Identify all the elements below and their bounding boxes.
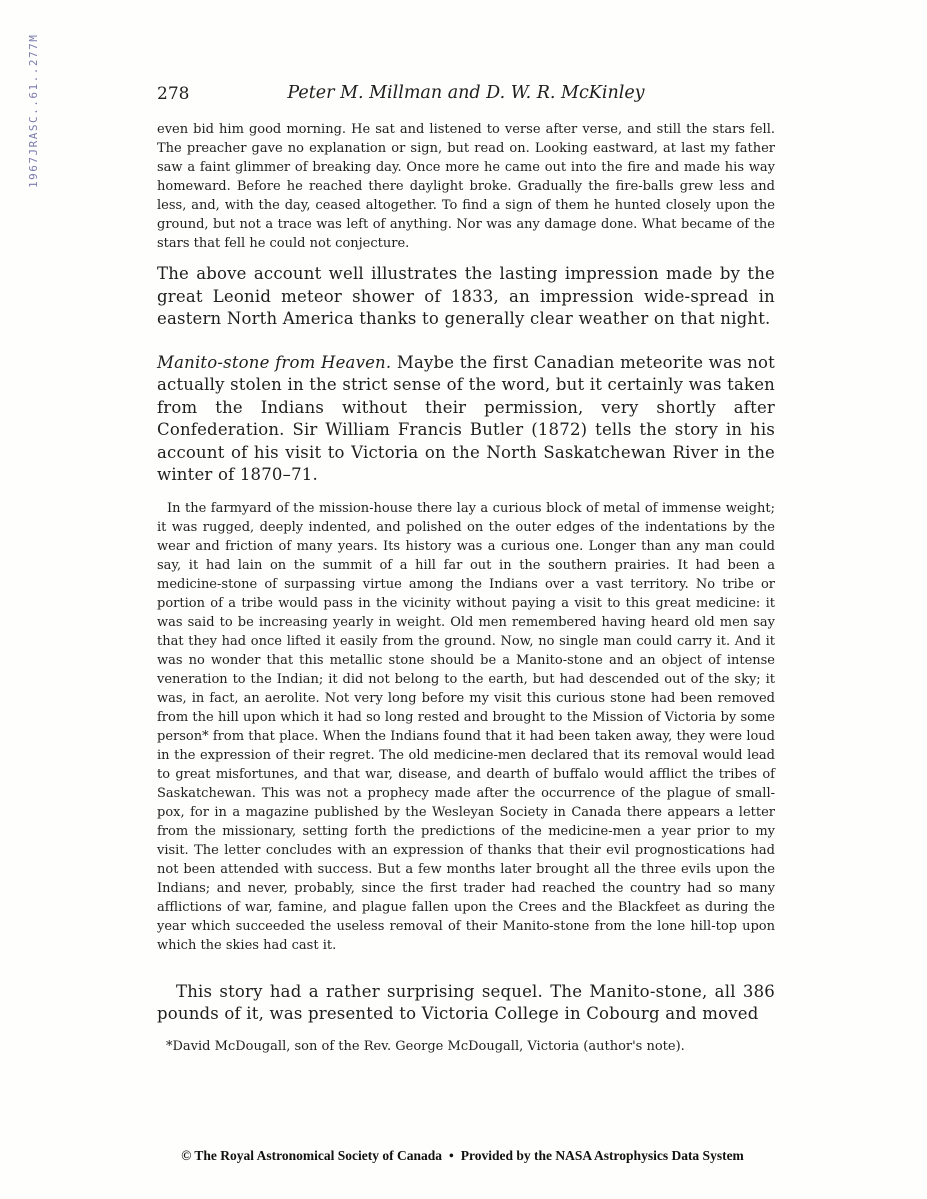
page-header	[157, 83, 775, 107]
ads-footer	[150, 1148, 775, 1164]
section-lead-italic: Manito-stone from Heaven.	[157, 352, 392, 372]
paragraph-continuation: even bid him good morning. He sat and listened to verse after verse, and still the stars fell. The preacher gave no explanation or sign, but read on. Looking eastward, at last my father saw a faint glimmer of breaking day. Once more he came out into the fire and made his way homeward. Before he reached there daylight broke. Gradually the fire-balls grew less and less, and, with the day, ceased altogether. To find a sign of them he hunted closely upon the ground, but not a trace was left of anything. Nor was any damage done. What became of the stars that fell he could not conjecture.	[157, 122, 775, 251]
paragraph-leonid: The above account well illustrates the lasting impression made by the great Leonid meteor shower of 1833, an impression wide-spread in eastern North America thanks to generally clear weather on that night.	[157, 264, 775, 328]
page-content	[157, 83, 775, 1056]
butler-block-quote: In the farmyard of the mission-house there lay a curious block of metal of immense weight; it was rugged, deeply indented, and polished on the outer edges of the indentations by the wear and friction of many years. Its history was a curious one. Longer than any man could say, it had lain on the summit of a hill far out in the southern prairies. It had been a medicine-stone of surpassing virtue among the Indians over a vast territory. No tribe or portion of a tribe would pass in the vicinity without paying a visit to this great medicine: it was said to be increasing yearly in weight. Old men remembered having heard old men say that they had once lifted it easily from the ground. Now, no single man could carry it. And it was no wonder that this metallic stone should be a Manito-stone and an object of intense veneration to the Indian; it did not belong to the earth, but had descended out of the sky; it was, in fact, an aerolite. Not very long before my visit this curious stone had been removed from the hill upon which it had so long rested and brought to the Mission of Victoria by some person* from that place. When the Indians found that it had been taken away, they were loud in the expression of their regret. The old medicine-men declared that its removal would lead to great misfortunes, and that war, disease, and dearth of buffalo would afflict the tribes of Saskatchewan. This was not a prophecy made after the occurrence of the plague of small-pox, for in a magazine published by the Wesleyan Society in Canada there appears a letter from the missionary, setting forth the predictions of the medicine-men a year prior to my visit. The letter concludes with an expression of thanks that their evil prognostications had not been attended with success. But a few months later brought all the three evils upon the Indians; and never, probably, since the first trader had reached the country had so many afflictions of war, famine, and plague fallen upon the Crees and the Blackfeet as during the year which succeeded the useless removal of their Manito-stone from the lone hill-top upon which the skies had cast it.	[157, 500, 775, 953]
running-title: Peter M. Millman and D. W. R. McKinley	[287, 83, 645, 103]
footer-provided-by: Provided by the NASA Astrophysics Data System	[460, 1148, 744, 1163]
page-number: 278	[157, 84, 190, 104]
footer-copyright: © The Royal Astronomical Society of Canada	[181, 1148, 443, 1163]
footnote: *David McDougall, son of the Rev. George McDougall, Victoria (author's note).	[166, 1038, 685, 1054]
section-lead-rest: Maybe the first Canadian meteorite was not actually stolen in the strict sense of the word, but it certainly was taken from the Indians without their permission, very shortly after Confederation. Sir William Francis Butler (1872) tells the story in his account of his visit to Victoria on the North Saskatchewan River in the winter of 1870–71.	[157, 352, 776, 484]
paragraph-sequel: This story had a rather surprising sequel. The Manito-stone, all 386 pounds of it, was presented to Victoria College in Cobourg and moved	[157, 981, 775, 1023]
paragraph-manito-intro	[157, 352, 775, 487]
bullet-separator-icon: •	[449, 1148, 454, 1163]
ads-bibcode-watermark: 1967JRASC..61..277M	[27, 33, 40, 188]
